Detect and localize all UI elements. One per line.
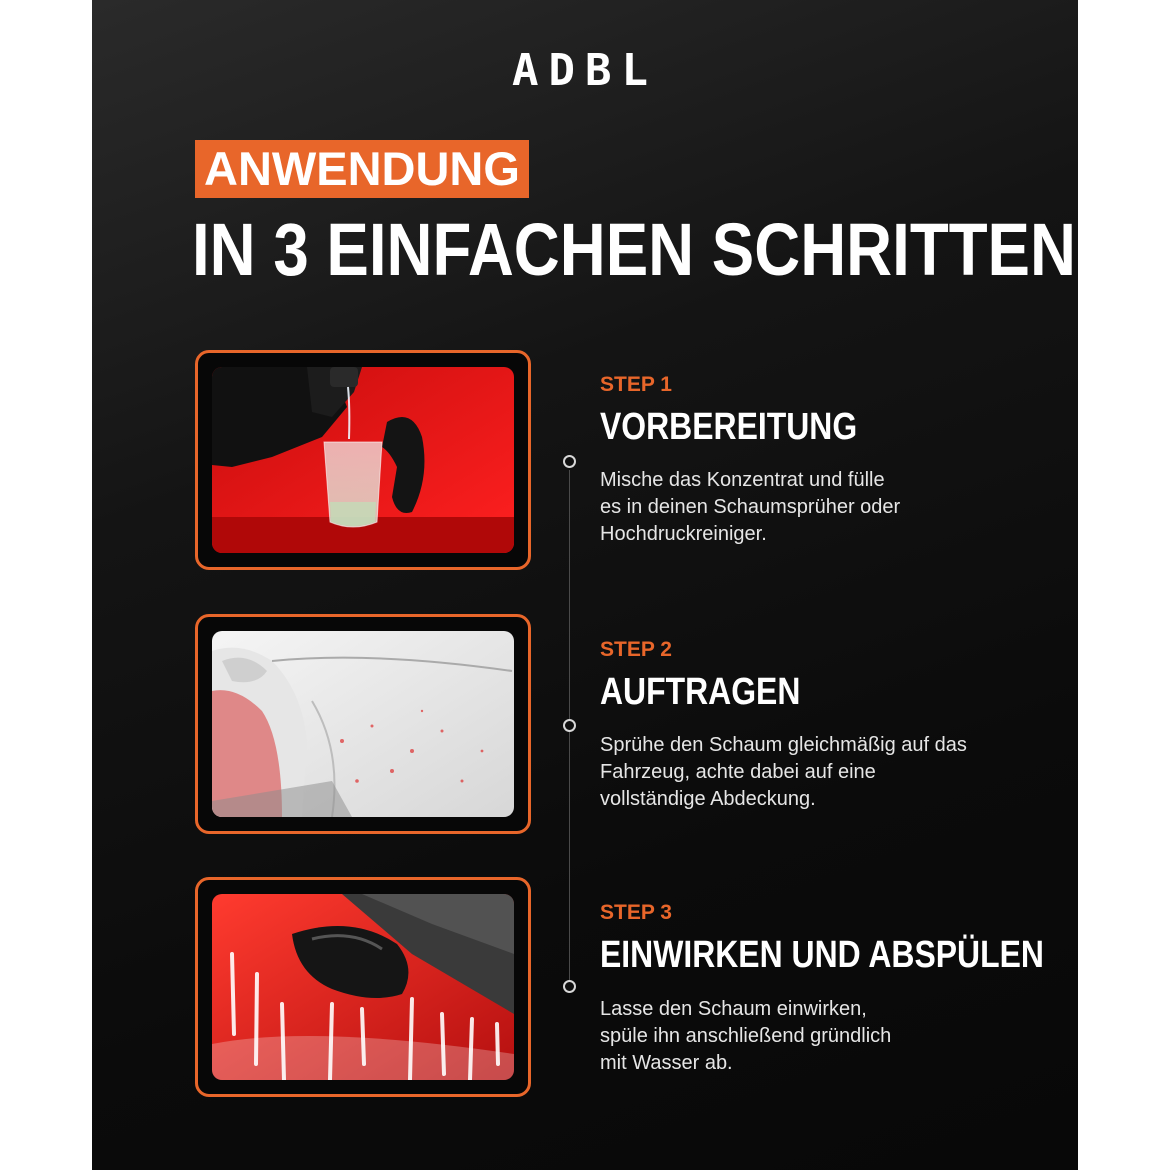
step-3-image-frame <box>195 877 531 1097</box>
step-3-photo <box>212 894 514 1080</box>
step-2-image-frame <box>195 614 531 834</box>
step-2-description: Sprühe den Schaum gleichmäßig auf das Fahrzeug, achte dabei auf eine vollständige Abdeckung. <box>600 734 967 810</box>
step-1-description: Mische das Konzentrat und fülle es in deinen Schaumsprüher oder Hochdruckreiniger. <box>600 469 901 545</box>
section-badge: ANWENDUNG <box>195 140 529 198</box>
step-2-title: AUFTRAGEN <box>600 671 801 713</box>
brand-logo: ADBL <box>512 45 658 96</box>
step-3-title: EINWIRKEN UND ABSPÜLEN <box>600 934 1044 976</box>
step-2-label: STEP 2 <box>600 638 672 661</box>
step-1-photo <box>212 367 514 553</box>
infographic-panel <box>92 0 1078 1170</box>
timeline-dot-2 <box>563 719 576 732</box>
step-1-label: STEP 1 <box>600 373 672 396</box>
step-1-title: VORBEREITUNG <box>600 406 858 448</box>
step-3-description: Lasse den Schaum einwirken, spüle ihn anschließend gründlich mit Wasser ab. <box>600 998 892 1074</box>
step-1-image-frame <box>195 350 531 570</box>
timeline-dot-3 <box>563 980 576 993</box>
step-2-photo <box>212 631 514 817</box>
timeline-dot-1 <box>563 455 576 468</box>
page-title: IN 3 EINFACHEN SCHRITTEN <box>192 208 1076 291</box>
step-3-label: STEP 3 <box>600 901 672 924</box>
